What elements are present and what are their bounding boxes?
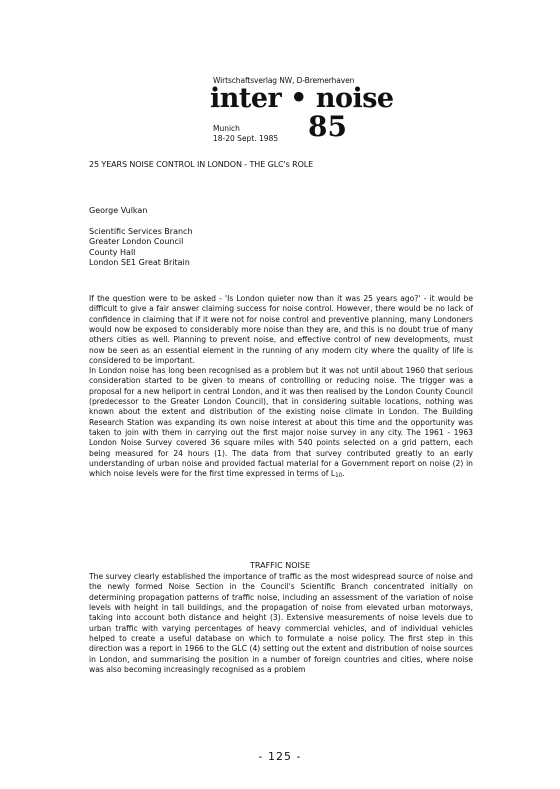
publisher-line: Wirtschaftsverlag NW, D-Bremerhaven: [213, 76, 355, 85]
paper-author: George Vulkan: [89, 206, 148, 215]
conference-dates: 18-20 Sept. 1985: [213, 134, 279, 143]
body-paragraph: [89, 366, 473, 482]
affiliation-line: County Hall: [89, 247, 136, 257]
page-number: - 125 -: [258, 750, 302, 763]
affiliation-line: Scientific Services Branch: [89, 227, 193, 236]
body-paragraph: The survey clearly established the importance of traffic as the most widespread source of noise and the newly formed Noise Section in the Council's Scientific Branch concentrated initially on determining propagation patterns of traffic noise, including an assessment of the variation of noise levels with height in tall buildings, and the propagation of noise from elevated urban motorways, taking into account both distance and height (3). Extensive measurements of noise levels due to urban traffic with varying percentages of heavy commercial vehicles, and of individual vehicles helped to create a useful database on which to formulate a noise policy. The first step in this direction was a report in 1966 to the GLC (4) setting out the extent and distribution of noise sources in London, and summarising the position in a number of foreign countries and cities, where noise was also becoming increasingly recognised as a problem: [89, 572, 473, 675]
paragraph-text: In London noise has long been recognised as a problem but it was not until about 1960 that serious consideration started to be given to means of controlling or reducing noise. The trigger was a proposal for a new heliport in central London, and it was then realised by the London County Council (predecessor to the Greater London Council), that in considering suitable locations, nothing was known about the extent and distribution of the existing noise climate in London. The Building Research Station was expanding its own noise interest at about this time and the opportunity was taken to join with them in carrying out the first major noise survey in any city. The 1961 - 1963 London Noise Survey covered 36 square miles with 540 points selected on a grid pattern, each being measured for 24 hours (1). The data from that survey contributed greatly to an early understanding of urban noise and provided factual material for a Government report on noise (2) in which noise levels were for the first time expressed in terms of L: [89, 366, 473, 479]
conference-city: Munich: [213, 124, 240, 133]
paper-title: 25 YEARS NOISE CONTROL IN LONDON - THE GLC's ROLE: [89, 160, 314, 169]
body-paragraph: If the question were to be asked - 'Is London quieter now than it was 25 years ago?' - it would be difficult to give a fair answer claiming success for noise control. However, there would be no lack of confidence in claiming that if it were not for noise control and preventive planning, many Londoners would now be exposed to considerably more noise than they are, and this is no doubt true of many others cities as well. Planning to prevent noise, and effective control of new developments, must now be seen as an essential element in the running of any modern city where the quality of life is considered to be important.: [89, 294, 473, 366]
conference-year: 85: [308, 110, 347, 143]
author-affiliation: [89, 227, 193, 269]
section-heading: TRAFFIC NOISE: [249, 561, 311, 570]
subscript: 10: [335, 473, 343, 480]
affiliation-line: London SE1 Great Britain: [89, 258, 190, 268]
conference-logo: inter • noise: [210, 83, 394, 114]
affiliation-line: Greater London Council: [89, 237, 184, 247]
paragraph-end: .: [342, 469, 345, 479]
